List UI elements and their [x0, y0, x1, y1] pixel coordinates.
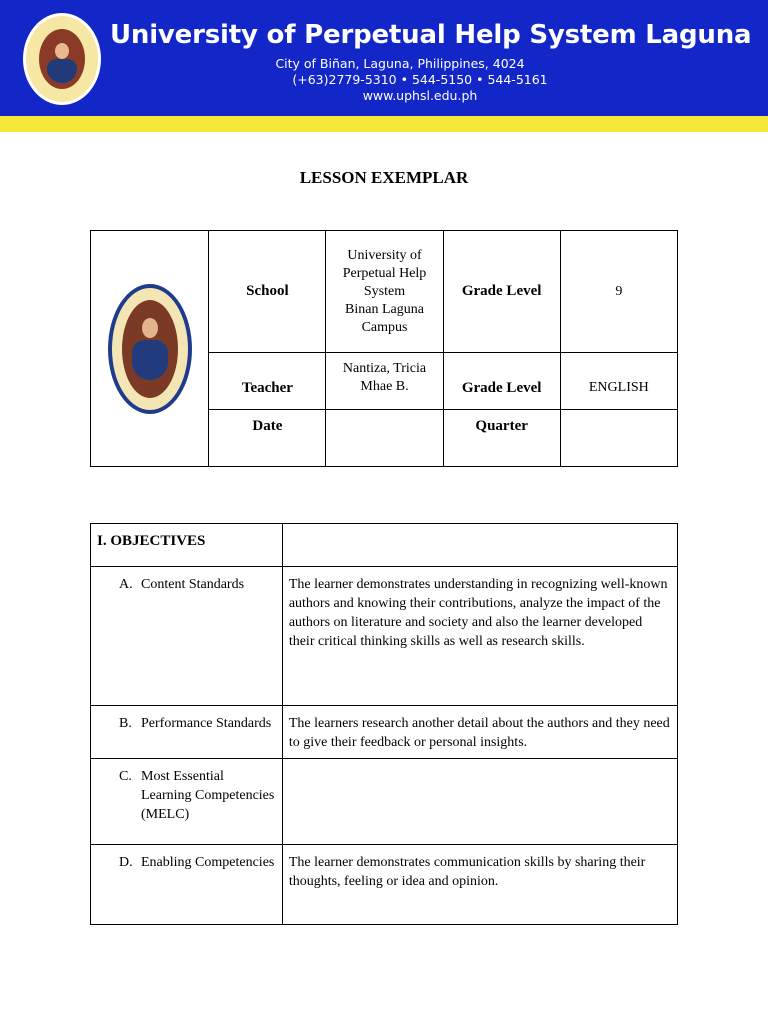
- header-banner: [0, 0, 768, 116]
- objective-label-melc: C. Most Essential Learning Competencies (MELC): [91, 759, 283, 845]
- objective-text-enabling-competencies: The learner demonstrates communication skills by sharing their thoughts, feeling or idea and opinion.: [282, 845, 677, 925]
- school-label: School: [209, 231, 326, 353]
- objective-text-content-standards: The learner demonstrates understanding in recognizing well-known authors and knowing their contributions, analyze the impact of the authors on literature and society and also the learner developed their critical thinking skills as well as research skills.: [282, 567, 677, 706]
- document-title: LESSON EXEMPLAR: [299, 168, 469, 187]
- grade-level-label: Grade Level: [443, 231, 560, 353]
- school-logo-cell: [91, 231, 209, 467]
- university-seal-icon: [23, 13, 101, 105]
- grade-level-value: 9: [560, 231, 677, 353]
- quarter-label: Quarter: [443, 410, 560, 467]
- objectives-table: [90, 523, 678, 925]
- university-name: University of Perpetual Help System Laguna: [110, 20, 752, 50]
- date-label: Date: [209, 410, 326, 467]
- objectives-header-blank: [282, 524, 677, 567]
- lesson-info-table: [90, 230, 678, 467]
- objective-text-melc: [282, 759, 677, 845]
- objective-text-performance-standards: The learners research another detail about the authors and they need to give their feedback or personal insights.: [282, 706, 677, 759]
- university-phones: (+63)2779-5310 • 544-5150 • 544-5161: [292, 72, 548, 87]
- subject-value: ENGLISH: [560, 353, 677, 410]
- quarter-value: [560, 410, 677, 467]
- teacher-value: Nantiza, Tricia Mhae B.: [326, 353, 443, 410]
- objective-label-performance-standards: B. Performance Standards: [91, 706, 283, 759]
- university-website[interactable]: www.uphsl.edu.ph: [362, 88, 478, 103]
- header-stripe: [0, 116, 768, 132]
- objective-label-content-standards: A. Content Standards: [91, 567, 283, 706]
- subject-label: Grade Level: [443, 353, 560, 410]
- objectives-header: I. OBJECTIVES: [91, 524, 283, 567]
- school-logo-icon: [108, 284, 192, 414]
- school-value: University of Perpetual Help System Binan Laguna Campus: [326, 231, 443, 353]
- university-address: City of Biñan, Laguna, Philippines, 4024: [275, 56, 525, 71]
- objective-label-enabling-competencies: D. Enabling Competencies: [91, 845, 283, 925]
- teacher-label: Teacher: [209, 353, 326, 410]
- date-value: [326, 410, 443, 467]
